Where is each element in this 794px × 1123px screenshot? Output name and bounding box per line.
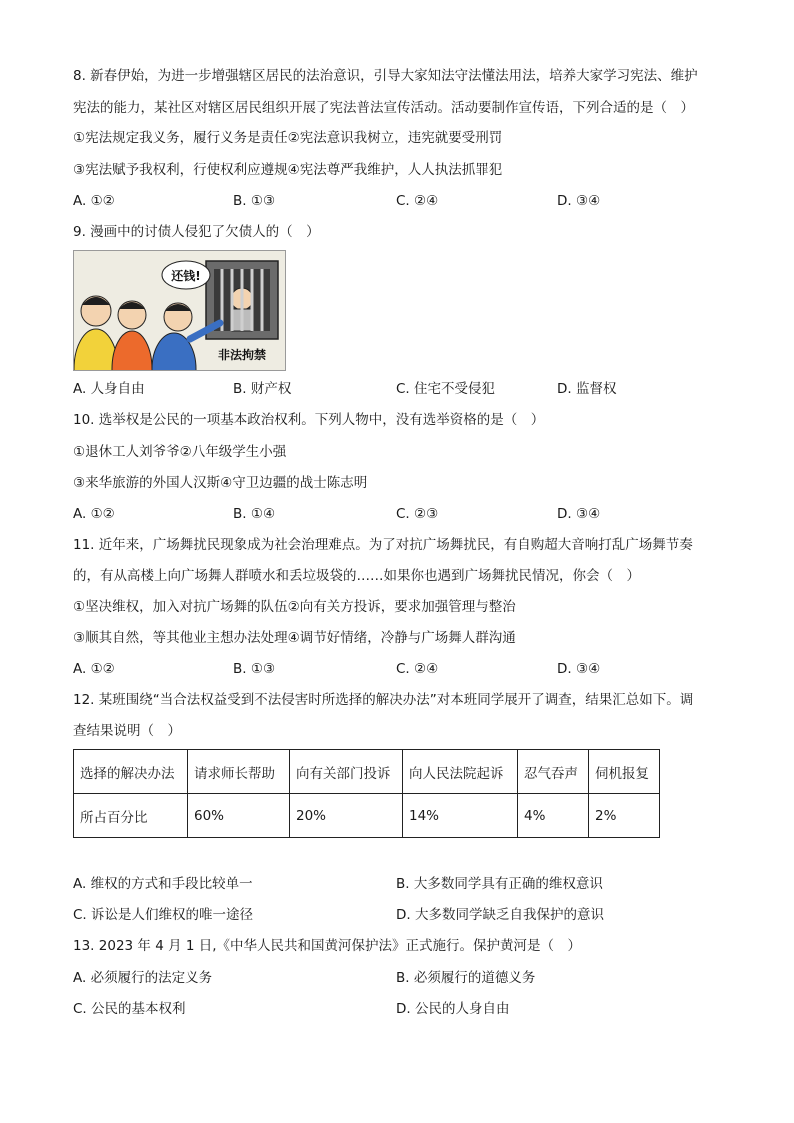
q8-item-line1: ①宪法规定我义务，履行义务是责任②宪法意识我树立，违宪就要受刑罚 — [73, 130, 503, 146]
q8-stem-line2: 宪法的能力，某社区对辖区居民组织开展了宪法普法宣传活动。活动要制作宣传语，下列合适的是（ ） — [73, 100, 694, 116]
q9-option-d[interactable]: D. 监督权 — [557, 381, 617, 397]
q12-stem-line2: 查结果说明（ ） — [73, 723, 181, 739]
table-cell: 所占百分比 — [74, 794, 188, 838]
table-cell: 60% — [188, 794, 290, 838]
survey-table — [73, 749, 660, 838]
q8-stem-line1: 8. 新春伊始，为进一步增强辖区居民的法治意识，引导大家知法守法懂法用法，培养大家学习宪法、维护 — [73, 68, 698, 84]
q10-item-line1: ①退休工人刘爷爷②八年级学生小强 — [73, 444, 287, 460]
table-row — [74, 794, 660, 838]
q13-option-c[interactable]: C. 公民的基本权利 — [73, 1001, 186, 1017]
q11-option-d[interactable]: D. ③④ — [557, 661, 601, 677]
q11-item-line2: ③顺其自然，等其他业主想办法处理④调节好情绪，冷静与广场舞人群沟通 — [73, 630, 516, 646]
q8-option-a[interactable]: A. ①② — [73, 193, 115, 209]
q13-option-d[interactable]: D. 公民的人身自由 — [396, 1001, 510, 1017]
q8-item-line2: ③宪法赋予我权利，行使权利应遵规④宪法尊严我维护，人人执法抓罪犯 — [73, 162, 503, 178]
q9-option-c[interactable]: C. 住宅不受侵犯 — [396, 381, 496, 397]
table-cell: 2% — [589, 794, 660, 838]
table-cell: 请求师长帮助 — [188, 750, 290, 794]
q9-option-b[interactable]: B. 财产权 — [233, 381, 292, 397]
q10-option-b[interactable]: B. ①④ — [233, 506, 276, 522]
q10-option-d[interactable]: D. ③④ — [557, 506, 601, 522]
cartoon-illustration — [73, 250, 286, 371]
q13-option-b[interactable]: B. 必须履行的道德义务 — [396, 970, 536, 986]
table-cell: 向有关部门投诉 — [290, 750, 403, 794]
q9-option-a[interactable]: A. 人身自由 — [73, 381, 145, 397]
table-cell: 20% — [290, 794, 403, 838]
cartoon-caption-text: 非法拘禁 — [217, 348, 267, 362]
q10-stem: 10. 选举权是公民的一项基本政治权利。下列人物中，没有选举资格的是（ ） — [73, 412, 545, 428]
q12-option-a[interactable]: A. 维权的方式和手段比较单一 — [73, 876, 253, 892]
table-cell: 选择的解决办法 — [74, 750, 188, 794]
q12-option-d[interactable]: D. 大多数同学缺乏自我保护的意识 — [396, 907, 604, 923]
q8-option-b[interactable]: B. ①③ — [233, 193, 276, 209]
q8-option-c[interactable]: C. ②④ — [396, 193, 439, 209]
q8-option-d[interactable]: D. ③④ — [557, 193, 601, 209]
table-cell: 14% — [403, 794, 518, 838]
q11-item-line1: ①坚决维权，加入对抗广场舞的队伍②向有关方投诉，要求加强管理与整治 — [73, 599, 516, 615]
q11-option-a[interactable]: A. ①② — [73, 661, 115, 677]
q11-option-c[interactable]: C. ②④ — [396, 661, 439, 677]
q13-stem: 13. 2023 年 4 月 1 日,《中华人民共和国黄河保护法》正式施行。保护黄河是（ ） — [73, 938, 582, 954]
q13-option-a[interactable]: A. 必须履行的法定义务 — [73, 970, 213, 986]
table-cell: 忍气吞声 — [518, 750, 589, 794]
q11-option-b[interactable]: B. ①③ — [233, 661, 276, 677]
table-cell: 伺机报复 — [589, 750, 660, 794]
q11-stem-line2: 的，有从高楼上向广场舞人群喷水和丢垃圾袋的……如果你也遇到广场舞扰民情况，你会（ ） — [73, 568, 640, 584]
q12-option-c[interactable]: C. 诉讼是人们维权的唯一途径 — [73, 907, 254, 923]
cartoon-speech-text: 还钱! — [171, 269, 201, 283]
q12-option-b[interactable]: B. 大多数同学具有正确的维权意识 — [396, 876, 603, 892]
q10-item-line2: ③来华旅游的外国人汉斯④守卫边疆的战士陈志明 — [73, 475, 368, 491]
table-cell: 4% — [518, 794, 589, 838]
q12-stem-line1: 12. 某班围绕“当合法权益受到不法侵害时所选择的解决办法”对本班同学展开了调查，结果汇总如下。调 — [73, 692, 694, 708]
q10-option-c[interactable]: C. ②③ — [396, 506, 439, 522]
table-cell: 向人民法院起诉 — [403, 750, 518, 794]
cartoon-drawing — [74, 251, 285, 370]
q11-stem-line1: 11. 近年来，广场舞扰民现象成为社会治理难点。为了对抗广场舞扰民，有自购超大音响打乱广场舞节奏 — [73, 537, 693, 553]
q10-option-a[interactable]: A. ①② — [73, 506, 115, 522]
table-header-row — [74, 750, 660, 794]
q9-stem: 9. 漫画中的讨债人侵犯了欠债人的（ ） — [73, 224, 320, 240]
